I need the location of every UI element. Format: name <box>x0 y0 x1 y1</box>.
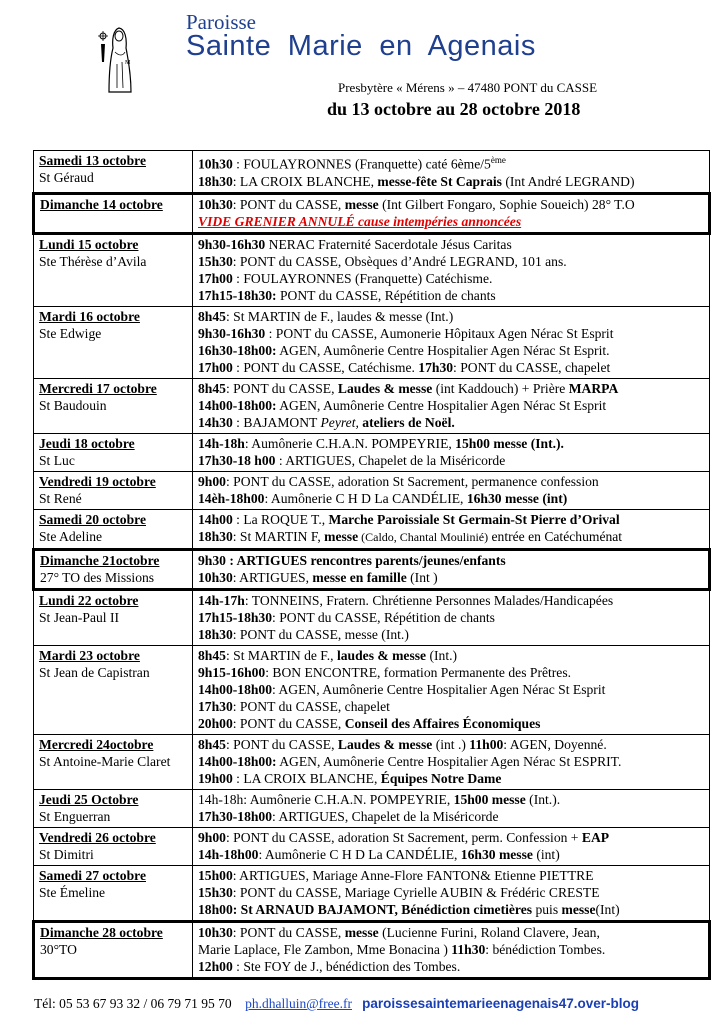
activity-text: : PONT du CASSE, <box>232 924 345 940</box>
activity-line <box>198 511 705 528</box>
activity-text: 8h45 <box>198 308 226 324</box>
activity-text: 14h00-18h00: <box>198 753 277 769</box>
activity-text: (Int.). <box>525 791 561 807</box>
activity-text: 9h30 : ARTIGUES rencontres parents/jeunes/enfants <box>198 552 506 568</box>
activity-text: (int .) <box>432 736 470 752</box>
activity-text: 14èh-18h00 <box>198 490 265 506</box>
sunday-row <box>34 193 710 233</box>
day-row <box>34 645 710 734</box>
activity-line <box>198 213 704 230</box>
day-name: Vendredi 26 octobre <box>39 829 156 845</box>
day-cell <box>34 306 193 378</box>
activity-text: 14h30 <box>198 414 233 430</box>
activity-text: PONT du CASSE, Répétition de chants <box>276 287 496 303</box>
activity-line <box>198 414 705 431</box>
activities-cell <box>193 151 710 194</box>
activity-text: Peyret, <box>320 414 359 430</box>
day-cell <box>34 433 193 471</box>
activity-text: : St MARTIN de F., <box>225 647 337 663</box>
activity-text: AGEN, Aumônerie Centre Hospitalier Agen Nérac St Esprit. <box>276 342 610 358</box>
day-name: Vendredi 19 octobre <box>39 473 156 489</box>
day-row <box>34 827 710 865</box>
svg-text:M: M <box>125 60 131 66</box>
activity-text: (Int ) <box>406 569 438 585</box>
activity-text: 10h30 <box>198 924 233 940</box>
activity-text: : LA CROIX BLANCHE, <box>232 173 378 189</box>
cancellation-notice: VIDE GRENIER ANNULÉ cause intempéries annoncées <box>198 213 522 229</box>
activity-text: Marie Laplace, Fle Zambon, Mme Bonacina ) <box>198 941 452 957</box>
activity-line <box>198 941 704 958</box>
activity-text: : PONT du CASSE, Aumonerie Hôpitaux Agen Nérac St Esprit <box>265 325 614 341</box>
day-row <box>34 589 710 645</box>
activities-cell <box>193 433 710 471</box>
day-cell <box>34 589 193 645</box>
activity-text: : AGEN, Aumônerie Centre Hospitalier Agen Nérac St Esprit <box>272 681 606 697</box>
day-row <box>34 734 710 789</box>
activity-text: 15h00 messe (Int.). <box>455 435 564 451</box>
activity-text: 16h30 messe (int) <box>466 490 568 506</box>
day-row <box>34 509 710 549</box>
activity-text: : bénédiction Tombes. <box>485 941 606 957</box>
activity-line <box>198 173 705 190</box>
day-name: Mercredi 24octobre <box>39 736 154 752</box>
activity-line <box>198 884 705 901</box>
day-name: Lundi 15 octobre <box>39 236 139 252</box>
activity-text: puis <box>532 901 562 917</box>
activity-text: (Int André LEGRAND) <box>501 173 635 189</box>
activity-text: : PONT du CASSE, chapelet <box>453 359 611 375</box>
activity-text: messe <box>344 924 379 940</box>
day-row <box>34 789 710 827</box>
activity-text: : PONT du CASSE, messe (Int.) <box>232 626 409 642</box>
day-row <box>34 233 710 306</box>
day-name: Lundi 22 octobre <box>39 592 139 608</box>
activity-text: 14h-17h <box>198 592 245 608</box>
day-cell <box>34 827 193 865</box>
activity-text: 14h-18h: Aumônerie C.H.A.N. POMPEYRIE, <box>198 791 454 807</box>
activity-text: ateliers de Noël. <box>358 414 455 430</box>
activities-cell <box>193 193 710 233</box>
saint-of-day: St Jean de Capistran <box>39 664 150 680</box>
saint-of-day: St Enguerran <box>39 808 111 824</box>
activity-text: 20h00 <box>198 715 233 731</box>
parish-label: Paroisse <box>186 10 256 34</box>
saint-of-day: St Géraud <box>39 170 94 185</box>
day-cell <box>34 549 193 589</box>
day-cell <box>34 865 193 921</box>
activity-line <box>198 380 705 397</box>
activity-text: : PONT du CASSE, chapelet <box>232 698 390 714</box>
activities-cell <box>193 378 710 433</box>
activity-line <box>198 253 705 270</box>
activity-text: : PONT du CASSE, Obsèques d’André LEGRAND, 101 ans. <box>232 253 567 269</box>
sunday-row <box>34 549 710 589</box>
day-name: Jeudi 18 octobre <box>39 435 135 451</box>
activity-text: : Aumônerie C H D La CANDÉLIE, <box>258 846 461 862</box>
day-cell <box>34 645 193 734</box>
activity-text: 17h30-18h00 <box>198 808 273 824</box>
activity-line <box>198 609 705 626</box>
activity-text: 9h15-16h00 <box>198 664 266 680</box>
activity-text: : Ste FOY de J., bénédiction des Tombes. <box>232 958 461 974</box>
activity-text: : ARTIGUES, Mariage Anne-Flore FANTON& Etienne PIETTRE <box>232 867 594 883</box>
day-cell <box>34 789 193 827</box>
activity-text: (int Kaddouch) + Prière <box>432 380 569 396</box>
activity-line <box>198 552 704 569</box>
email-link[interactable]: ph.dhalluin@free.fr <box>245 996 353 1011</box>
activity-line <box>198 770 705 787</box>
activity-line <box>198 829 705 846</box>
activity-text: AGEN, Aumônerie Centre Hospitalier Agen Nérac St ESPRIT. <box>276 753 622 769</box>
activity-text: 9h00 <box>198 473 226 489</box>
activity-text: 9h30-16h30 <box>198 325 266 341</box>
activity-line <box>198 924 704 941</box>
day-cell <box>34 151 193 194</box>
activity-text: : St MARTIN F, <box>232 528 325 544</box>
activity-line <box>198 958 704 975</box>
activity-line <box>198 325 705 342</box>
activity-text: : PONT du CASSE, Répétition de chants <box>272 609 495 625</box>
activities-cell <box>193 509 710 549</box>
activity-text: ème <box>490 155 506 165</box>
activity-line <box>198 791 705 808</box>
day-cell <box>34 509 193 549</box>
activity-line <box>198 359 705 376</box>
contact-footer <box>34 996 639 1012</box>
activity-line <box>198 569 704 586</box>
saint-of-day: Ste Edwige <box>39 325 102 341</box>
activity-text: laudes & messe <box>336 647 427 663</box>
activity-text: : TONNEINS, Fratern. Chrétienne Personnes Malades/Handicapées <box>244 592 614 608</box>
activity-line <box>198 490 705 507</box>
activity-line <box>198 342 705 359</box>
activity-text: : Aumônerie C H D La CANDÉLIE, <box>264 490 467 506</box>
activity-text: 18h30 <box>198 173 233 189</box>
activity-text: 19h00 <box>198 770 233 786</box>
presbytery-address: Presbytère « Mérens » – 47480 PONT du CASSE <box>338 80 598 95</box>
activity-text: (Int Gilbert Fongaro, Sophie Soueich) 28° T.O <box>378 196 635 212</box>
day-row <box>34 471 710 509</box>
activity-text: NERAC Fraternité Sacerdotale Jésus Caritas <box>265 236 512 252</box>
activity-text: : FOULAYRONNES (Franquette) caté 6ème/5 <box>232 156 491 172</box>
activity-text: 9h30-16h30 <box>198 236 266 252</box>
saint-of-day: 27° TO des Missions <box>40 569 155 585</box>
activity-text: Bénédiction cimetières <box>401 901 533 917</box>
activity-line <box>198 647 705 664</box>
activity-line <box>198 753 705 770</box>
activity-text: 17h15-18h30: <box>198 287 277 303</box>
phone-numbers: Tél: 05 53 67 93 32 / 06 79 71 95 70 <box>34 996 232 1011</box>
activity-text: : ARTIGUES, Chapelet de la Miséricorde <box>272 808 499 824</box>
activity-text: : AGEN, Doyenné. <box>503 736 607 752</box>
activity-text: 14h00-18h00 <box>198 681 273 697</box>
saint-of-day: St Luc <box>39 452 75 468</box>
activity-text: : La ROQUE T., <box>232 511 329 527</box>
activities-cell <box>193 471 710 509</box>
activity-text: 10h30 <box>198 569 233 585</box>
activities-cell <box>193 233 710 306</box>
activity-text: 11h30 <box>451 941 486 957</box>
activities-cell <box>193 827 710 865</box>
activity-line <box>198 308 705 325</box>
activity-line <box>198 452 705 469</box>
day-row <box>34 865 710 921</box>
activity-text: : BON ENCONTRE, formation Permanente des Prêtres. <box>265 664 572 680</box>
activity-text: 14h-18h00 <box>198 846 259 862</box>
activity-text: 17h00 <box>198 359 233 375</box>
activities-cell <box>193 789 710 827</box>
activities-cell <box>193 865 710 921</box>
day-name: Samedi 27 octobre <box>39 867 146 883</box>
activity-line <box>198 867 705 884</box>
day-name: Dimanche 14 octobre <box>40 196 163 212</box>
activity-text: 8h45 <box>198 647 226 663</box>
activities-cell <box>193 921 710 978</box>
saint-of-day: 30°TO <box>40 941 77 957</box>
activity-text: MARPA <box>568 380 619 396</box>
activity-text: 10h30 <box>198 156 233 172</box>
activity-text: 14h-18h <box>198 435 245 451</box>
activity-line <box>198 287 705 304</box>
activity-text: 14h00-18h00: <box>198 397 277 413</box>
activity-text: 12h00 <box>198 958 233 974</box>
activity-text: (Int.) <box>426 647 458 663</box>
activity-line <box>198 681 705 698</box>
day-name: Samedi 13 octobre <box>39 153 146 168</box>
activity-text: 16h30 messe <box>460 846 533 862</box>
activity-text: messe-fête St Caprais <box>377 173 502 189</box>
activity-text: 15h30 <box>198 253 233 269</box>
activity-text: messe <box>324 528 359 544</box>
activity-line <box>198 626 705 643</box>
day-cell <box>34 734 193 789</box>
activity-text: Conseil des Affaires Économiques <box>344 715 541 731</box>
activity-text: 18h00: St ARNAUD BAJAMONT, <box>198 901 402 917</box>
activity-text: : FOULAYRONNES (Franquette) Catéchisme. <box>232 270 493 286</box>
day-name: Dimanche 28 octobre <box>40 924 163 940</box>
activity-text: (int) <box>532 846 560 862</box>
activity-text: 17h30-18 h00 <box>198 452 276 468</box>
activity-line <box>198 901 705 918</box>
day-cell <box>34 378 193 433</box>
activity-text: 15h00 <box>198 867 233 883</box>
activity-text: 9h00 <box>198 829 226 845</box>
activity-line <box>198 846 705 863</box>
activity-line <box>198 196 704 213</box>
activity-text: 8h45 <box>198 380 226 396</box>
activity-text: 18h30 <box>198 528 233 544</box>
activity-line <box>198 435 705 452</box>
day-name: Mardi 16 octobre <box>39 308 140 324</box>
activity-text: : Aumônerie C.H.A.N. POMPEYRIE, <box>244 435 456 451</box>
blog-link[interactable]: paroissesaintemarieenagenais47.over-blog <box>362 996 640 1011</box>
activity-text: : PONT du CASSE, <box>232 196 345 212</box>
activity-line <box>198 473 705 490</box>
day-name: Samedi 20 octobre <box>39 511 146 527</box>
activity-text: messe <box>561 901 596 917</box>
schedule-period: du 13 octobre au 28 octobre 2018 <box>327 99 581 119</box>
saint-of-day: St Dimitri <box>39 846 94 862</box>
activity-text: EAP <box>581 829 610 845</box>
activity-text: 15h00 messe <box>453 791 526 807</box>
saint-of-day: St Jean-Paul II <box>39 609 120 625</box>
activity-line <box>198 808 705 825</box>
activity-text: : PONT du CASSE, <box>232 715 345 731</box>
activity-line <box>198 236 705 253</box>
activity-text: (Caldo, Chantal Moulinié) <box>358 529 489 544</box>
day-name: Mardi 23 octobre <box>39 647 140 663</box>
activity-text: : ARTIGUES, <box>232 569 313 585</box>
activity-text: messe <box>344 196 379 212</box>
activity-text: 8h45 <box>198 736 226 752</box>
activity-text: 16h30-18h00: <box>198 342 277 358</box>
activity-text: : ARTIGUES, Chapelet de la Miséricorde <box>275 452 506 468</box>
activity-text: Marche Paroissiale St Germain-St Pierre d’Orival <box>328 511 620 527</box>
activity-text: : St MARTIN de F., laudes & messe (Int.) <box>225 308 454 324</box>
activity-text: : PONT du CASSE, adoration St Sacrement, perm. Confession + <box>225 829 582 845</box>
saint-of-day: Ste Adeline <box>39 528 103 544</box>
activity-text: : BAJAMONT <box>232 414 321 430</box>
day-cell <box>34 233 193 306</box>
saint-of-day: Ste Émeline <box>39 884 106 900</box>
day-row <box>34 151 710 194</box>
activities-cell <box>193 589 710 645</box>
activity-text: 11h00 <box>469 736 504 752</box>
activity-text: : PONT du CASSE, adoration St Sacrement, permanence confession <box>225 473 599 489</box>
sunday-row <box>34 921 710 978</box>
activity-line <box>198 397 705 414</box>
day-row <box>34 306 710 378</box>
day-name: Jeudi 25 Octobre <box>39 791 139 807</box>
schedule-body <box>34 151 710 979</box>
saint-of-day: St Baudouin <box>39 397 107 413</box>
activity-line <box>198 152 705 173</box>
saint-of-day: Ste Thérèse d’Avila <box>39 253 147 269</box>
activity-text: 17h30 <box>198 698 233 714</box>
activity-text: : PONT du CASSE, <box>225 380 338 396</box>
activity-text: messe en famille <box>312 569 407 585</box>
activity-line <box>198 698 705 715</box>
activity-line <box>198 664 705 681</box>
day-cell <box>34 921 193 978</box>
activity-text: Laudes & messe <box>337 380 433 396</box>
activity-text: Équipes Notre Dame <box>380 770 502 786</box>
day-cell <box>34 471 193 509</box>
activity-text: entrée en Catéchuménat <box>488 528 623 544</box>
activity-text: : PONT du CASSE, Mariage Cyrielle AUBIN & Frédéric CRESTE <box>232 884 600 900</box>
virgin-mary-logo <box>95 22 141 102</box>
day-row <box>34 378 710 433</box>
activities-cell <box>193 734 710 789</box>
activity-text: Laudes & messe <box>337 736 433 752</box>
parish-title: Sainte Marie en Agenais <box>186 30 536 62</box>
day-cell <box>34 193 193 233</box>
activity-text: 10h30 <box>198 196 233 212</box>
activity-text: (Lucienne Furini, Roland Clavere, Jean, <box>378 924 600 940</box>
activity-text: 14h00 <box>198 511 233 527</box>
activity-line <box>198 270 705 287</box>
saint-of-day: St René <box>39 490 82 506</box>
activity-text: AGEN, Aumônerie Centre Hospitalier Agen Nérac St Esprit <box>276 397 607 413</box>
activities-cell <box>193 645 710 734</box>
activity-text: : PONT du CASSE, Catéchisme. <box>232 359 419 375</box>
activity-text: 18h30 <box>198 626 233 642</box>
day-name: Mercredi 17 octobre <box>39 380 157 396</box>
day-name: Dimanche 21octobre <box>40 552 160 568</box>
activity-line <box>198 736 705 753</box>
activity-line <box>198 592 705 609</box>
activity-text: 17h00 <box>198 270 233 286</box>
activity-text: : LA CROIX BLANCHE, <box>232 770 381 786</box>
schedule-table <box>32 150 711 980</box>
activity-line <box>198 528 705 546</box>
activity-text: 17h15-18h30 <box>198 609 273 625</box>
activities-cell <box>193 549 710 589</box>
activity-text: (Int) <box>595 901 620 917</box>
day-row <box>34 433 710 471</box>
activity-text: 17h30 <box>418 359 454 375</box>
saint-of-day: St Antoine-Marie Claret <box>39 753 171 769</box>
activity-line <box>198 715 705 732</box>
activity-text: 15h30 <box>198 884 233 900</box>
activity-text: : PONT du CASSE, <box>225 736 338 752</box>
activities-cell <box>193 306 710 378</box>
